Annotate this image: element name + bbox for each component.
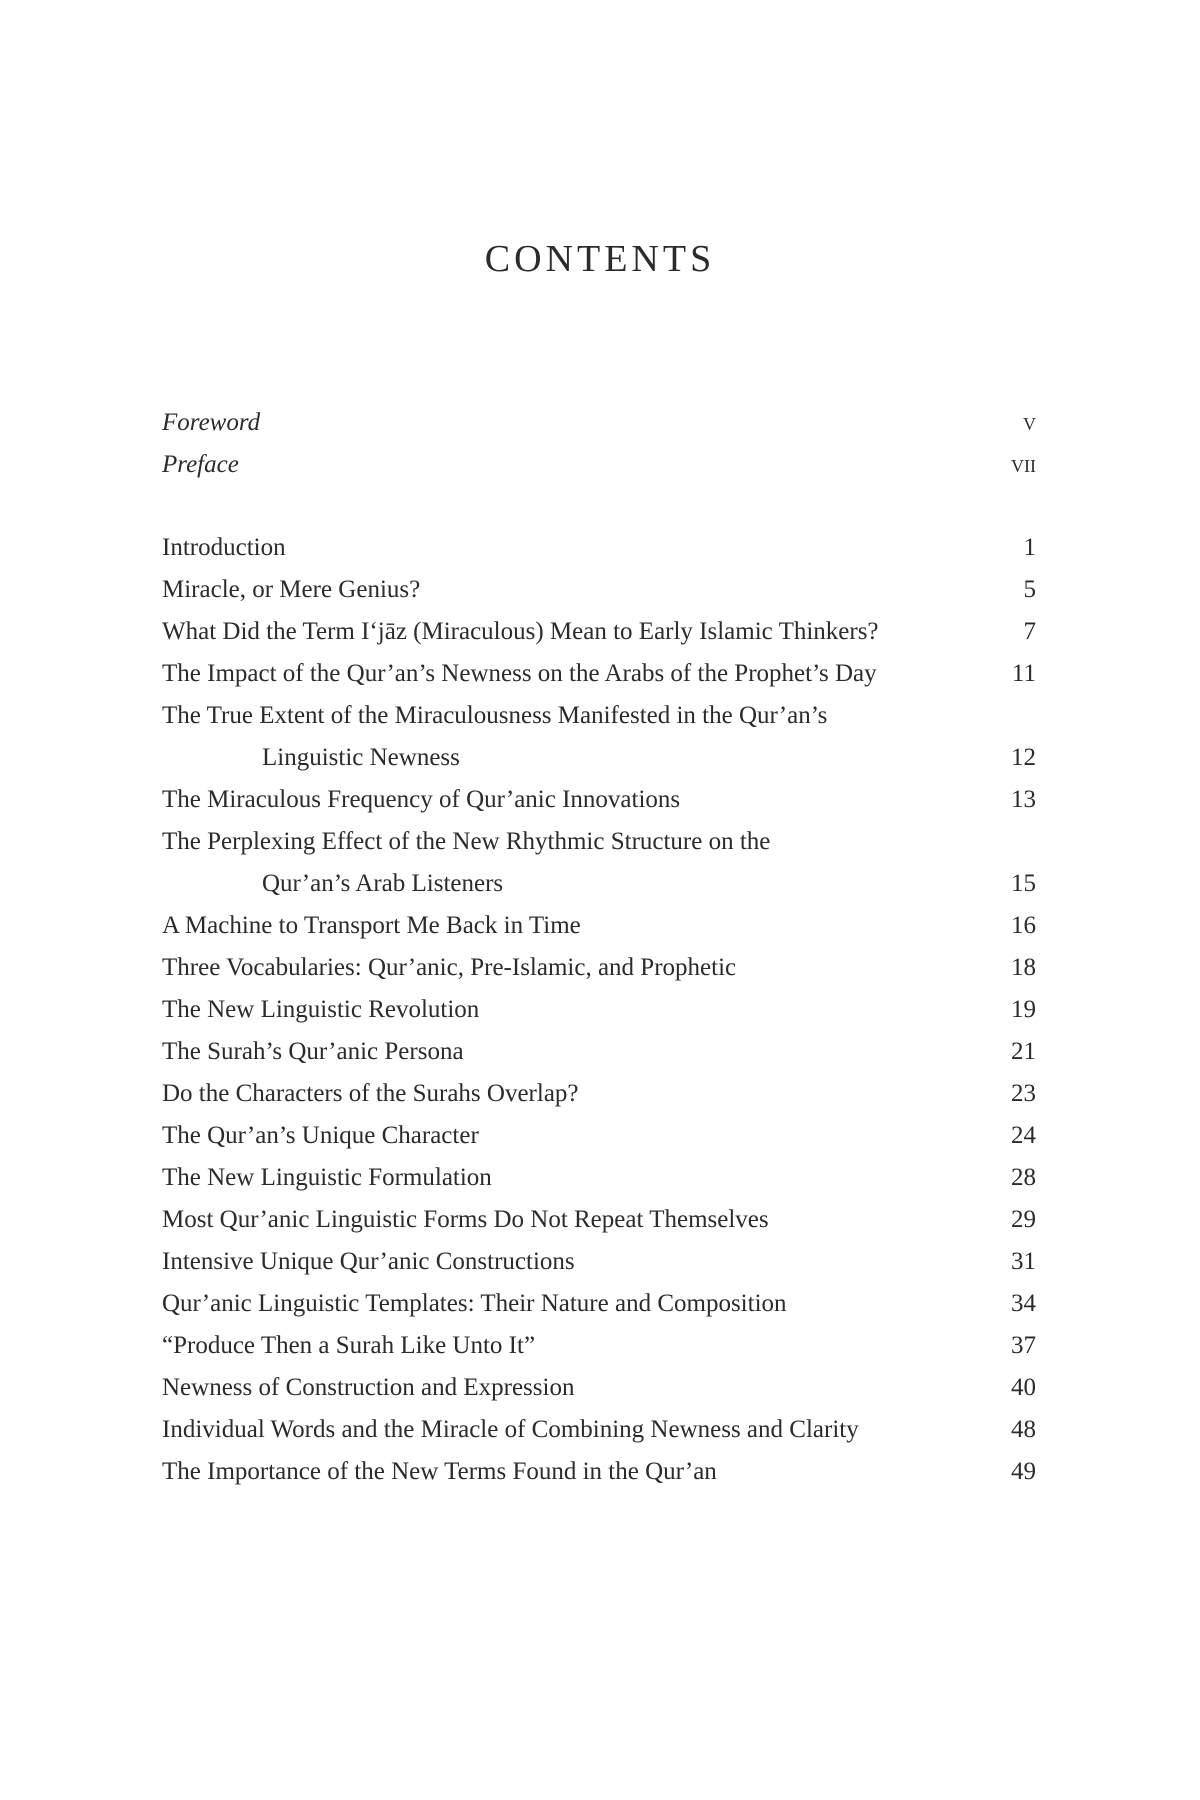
toc-entry-page: 16 bbox=[1011, 912, 1036, 939]
toc-entry[interactable] bbox=[162, 527, 1036, 569]
toc-entry-page: 15 bbox=[1011, 870, 1036, 897]
toc-entry[interactable] bbox=[162, 1199, 1036, 1241]
toc-entry[interactable] bbox=[162, 1073, 1036, 1115]
toc-entry-title: The Importance of the New Terms Found in the Qur’an bbox=[162, 1458, 717, 1485]
toc-entry-preface[interactable] bbox=[162, 444, 1036, 486]
toc-entry-title-continuation: Linguistic Newness bbox=[262, 744, 460, 771]
toc-entry-page: 48 bbox=[1011, 1416, 1036, 1443]
toc-entry-title: The Qur’an’s Unique Character bbox=[162, 1122, 479, 1149]
toc-entry-page: 37 bbox=[1011, 1332, 1036, 1359]
toc-entry-title: The Perplexing Effect of the New Rhythmic Structure on the bbox=[162, 828, 771, 855]
toc-entry-title: The Miraculous Frequency of Qur’anic Innovations bbox=[162, 786, 681, 813]
toc-entry-page: 24 bbox=[1011, 1122, 1036, 1149]
toc-entry[interactable] bbox=[162, 1325, 1036, 1367]
toc-entry[interactable] bbox=[162, 821, 1036, 863]
toc-entry-title: Most Qur’anic Linguistic Forms Do Not Repeat Themselves bbox=[162, 1206, 769, 1233]
toc-entry-page: 49 bbox=[1011, 1458, 1036, 1485]
toc-entry-title: The New Linguistic Revolution bbox=[162, 996, 480, 1023]
toc-entry[interactable] bbox=[162, 569, 1036, 611]
toc-entry-title: The True Extent of the Miraculousness Manifested in the Qur’an’s bbox=[162, 702, 828, 729]
toc-entry-foreword[interactable] bbox=[162, 402, 1036, 444]
toc-entry-continuation[interactable] bbox=[162, 737, 1036, 779]
toc-entry-page: 19 bbox=[1011, 996, 1036, 1023]
toc-entry-page: 18 bbox=[1011, 954, 1036, 981]
toc-entry-page: 28 bbox=[1011, 1164, 1036, 1191]
toc-entry-page: vii bbox=[1011, 451, 1036, 478]
toc-entry-title: What Did the Term I‘jāz (Miraculous) Mean to Early Islamic Thinkers? bbox=[162, 618, 879, 645]
toc-entry-title: Miracle, or Mere Genius? bbox=[162, 576, 421, 603]
toc-entry-title: Intensive Unique Qur’anic Constructions bbox=[162, 1248, 575, 1275]
toc-entry-title: Individual Words and the Miracle of Combining Newness and Clarity bbox=[162, 1416, 859, 1443]
toc-entry-title: Foreword bbox=[162, 409, 261, 436]
toc-entry-title: The Impact of the Qur’an’s Newness on the Arabs of the Prophet’s Day bbox=[162, 660, 877, 687]
toc-entry-title: Preface bbox=[162, 451, 239, 478]
toc-entry[interactable] bbox=[162, 1283, 1036, 1325]
toc-entry-page: 12 bbox=[1011, 744, 1036, 771]
toc-entry-page: 29 bbox=[1011, 1206, 1036, 1233]
toc-entry[interactable] bbox=[162, 989, 1036, 1031]
toc-entry-title: Do the Characters of the Surahs Overlap? bbox=[162, 1080, 579, 1107]
toc-entry[interactable] bbox=[162, 1367, 1036, 1409]
toc-entry-title: The Surah’s Qur’anic Persona bbox=[162, 1038, 464, 1065]
toc-entry-page: 21 bbox=[1011, 1038, 1036, 1065]
toc-entry[interactable] bbox=[162, 947, 1036, 989]
toc-entry[interactable] bbox=[162, 779, 1036, 821]
toc-entry[interactable] bbox=[162, 1031, 1036, 1073]
toc-entry-page: 5 bbox=[1023, 576, 1036, 603]
toc-entry-title: A Machine to Transport Me Back in Time bbox=[162, 912, 581, 939]
toc-entry-title: Qur’anic Linguistic Templates: Their Nature and Composition bbox=[162, 1290, 787, 1317]
toc-entry-title: Newness of Construction and Expression bbox=[162, 1374, 575, 1401]
toc-entry-page: 1 bbox=[1023, 534, 1036, 561]
toc-entry[interactable] bbox=[162, 1409, 1036, 1451]
toc-entry[interactable] bbox=[162, 1451, 1036, 1493]
toc-entry-title: “Produce Then a Surah Like Unto It” bbox=[162, 1332, 536, 1359]
toc-entry-page: 34 bbox=[1011, 1290, 1036, 1317]
toc-entry-page: 7 bbox=[1023, 618, 1036, 645]
toc-entry[interactable] bbox=[162, 695, 1036, 737]
toc-entry-page: 23 bbox=[1011, 1080, 1036, 1107]
toc-entry-page: 40 bbox=[1011, 1374, 1036, 1401]
toc-entry[interactable] bbox=[162, 653, 1036, 695]
toc-entry-title: Introduction bbox=[162, 534, 286, 561]
toc-entry-title-continuation: Qur’an’s Arab Listeners bbox=[262, 870, 504, 897]
toc-entry-title: The New Linguistic Formulation bbox=[162, 1164, 492, 1191]
toc-entry-page: 11 bbox=[1011, 660, 1036, 687]
toc-entry[interactable] bbox=[162, 905, 1036, 947]
toc-entry[interactable] bbox=[162, 1115, 1036, 1157]
toc-entry-page: 13 bbox=[1011, 786, 1036, 813]
toc-entry[interactable] bbox=[162, 611, 1036, 653]
toc-entry-page: 31 bbox=[1011, 1248, 1036, 1275]
toc-entry-page: v bbox=[1023, 409, 1036, 436]
toc-entry-continuation[interactable] bbox=[162, 863, 1036, 905]
page-title: CONTENTS bbox=[484, 238, 716, 280]
toc-entry[interactable] bbox=[162, 1241, 1036, 1283]
toc-entry-title: Three Vocabularies: Qur’anic, Pre-Islamic, and Prophetic bbox=[162, 954, 737, 981]
toc-entry[interactable] bbox=[162, 1157, 1036, 1199]
